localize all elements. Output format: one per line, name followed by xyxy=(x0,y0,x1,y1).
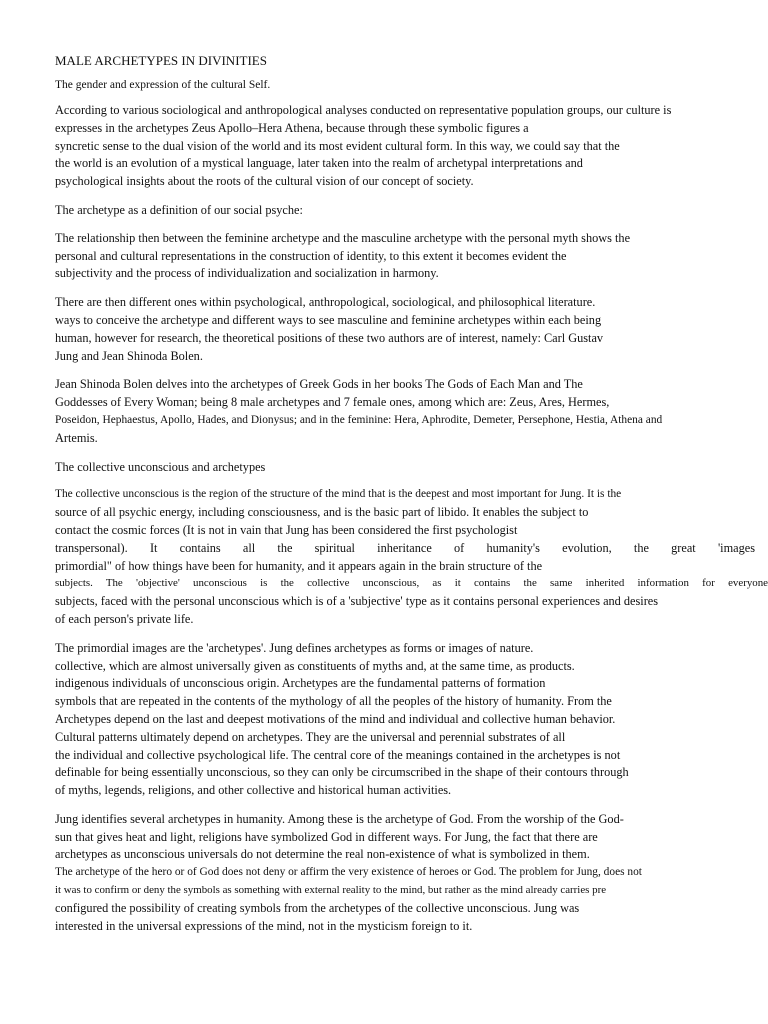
paragraph-line: Jung and Jean Shinoda Bolen. xyxy=(55,348,203,363)
paragraph-line: According to various sociological and anthropological analyses conducted on representative population groups, our culture is xyxy=(55,103,672,117)
paragraph-line: contact the cosmic forces (It is not in vain that Jung has been considered the first psychologist xyxy=(55,522,518,537)
paragraph-line: Goddesses of Every Woman; being 8 male archetypes and 7 female ones, among which are: Zeus, Ares, Hermes, xyxy=(55,395,610,410)
paragraph-line: psychological insights about the roots of the cultural vision of our concept of society. xyxy=(55,174,474,189)
paragraph-line: Jung identifies several archetypes in humanity. Among these is the archetype of God. From the worship of the God- xyxy=(55,811,624,826)
paragraph-line: it was to confirm or deny the symbols as something with external reality to the mind, but rather as the mind already carries pre xyxy=(55,884,607,897)
paragraph-line: The relationship then between the feminine archetype and the masculine archetype with the personal myth shows the xyxy=(55,230,631,245)
paragraph-line: There are then different ones within psychological, anthropological, sociological, and philosophical literature. xyxy=(55,295,596,310)
paragraph-line: source of all psychic energy, including consciousness, and is the basic part of libido. It enables the subject to xyxy=(55,505,589,520)
paragraph-line: interested in the universal expressions of the mind, not in the mysticism foreign to it. xyxy=(55,918,473,933)
paragraph-line: subjects, faced with the personal unconscious which is of a 'subjective' type as it contains personal experiences and desires xyxy=(55,594,659,609)
paragraph-line: Archetypes depend on the last and deepest motivations of the mind and individual and collective human behavior. xyxy=(55,711,616,726)
paragraph-line: subjectivity and the process of individualization and socialization in harmony. xyxy=(55,266,439,281)
paragraph-line: human, however for research, the theoretical positions of these two authors are of interest, namely: Carl Gustav xyxy=(55,330,604,345)
paragraph-1 xyxy=(55,102,768,191)
paragraph-line: sun that gives heat and light, religions have symbolized God in different ways. For Jung, the fact that there are xyxy=(55,829,598,844)
paragraph-line: indigenous individuals of unconscious origin. Archetypes are the fundamental patterns of formation xyxy=(55,676,546,691)
paragraph-line: symbols that are repeated in the contents of the mythology of all the peoples of the history of humanity. From the xyxy=(55,694,612,709)
paragraph-line: Cultural patterns ultimately depend on archetypes. They are the universal and perennial substrates of all xyxy=(55,729,566,744)
paragraph-line: the individual and collective psychological life. The central core of the meanings contained in the archetypes is not xyxy=(55,747,621,762)
paragraph-5 xyxy=(55,486,768,628)
document-title: MALE ARCHETYPES IN DIVINITIES xyxy=(55,53,267,68)
paragraph-line: Jean Shinoda Bolen delves into the archetypes of Greek Gods in her books The Gods of Each Man and The xyxy=(55,377,583,392)
paragraph-line: transpersonal). It contains all the spiritual inheritance of humanity's evolution, the great 'images xyxy=(55,540,755,555)
paragraph-line: personal and cultural representations in the construction of identity, to this extent it becomes evident the xyxy=(55,248,567,263)
paragraph-line: of myths, legends, religions, and other collective and historical human activities. xyxy=(55,783,452,798)
paragraph-7 xyxy=(55,811,768,936)
paragraph-line: Poseidon, Hephaestus, Apollo, Hades, and Dionysus; and in the feminine: Hera, Aphrodite, Demeter, Persephone, Hestia, Athena and xyxy=(55,413,663,426)
paragraph-line: configured the possibility of creating symbols from the archetypes of the collective unconscious. Jung was xyxy=(55,900,580,915)
paragraph-line: The archetype of the hero or of God does not deny or affirm the very existence of heroes or God. The problem for Jung, does not xyxy=(55,866,642,879)
paragraph-line: definable for being essentially unconscious, so they can only be circumscribed in the shape of their contours through xyxy=(55,765,629,780)
paragraph-6 xyxy=(55,640,768,800)
paragraph-line: The collective unconscious is the region of the structure of the mind that is the deepest and most important for Jung. It is the xyxy=(55,488,622,501)
paragraph-3 xyxy=(55,294,768,365)
section-heading-collective-unconscious: The collective unconscious and archetypes xyxy=(55,459,266,474)
paragraph-line: archetypes as unconscious universals do not determine the real non-existence of what is symbolized in them. xyxy=(55,847,590,862)
paragraph-line: primordial" of how things have been for humanity, and it appears again in the brain structure of the xyxy=(55,558,543,573)
paragraph-line: ways to conceive the archetype and different ways to see masculine and feminine archetypes within each being xyxy=(55,312,602,327)
paragraph-line: collective, which are almost universally given as constituents of myths and, at the same time, as products. xyxy=(55,658,575,673)
paragraph-line: expresses in the archetypes Zeus Apollo–Hera Athena, because through these symbolic figures a xyxy=(55,120,529,135)
document-subtitle: The gender and expression of the cultural Self. xyxy=(55,79,271,91)
paragraph-4 xyxy=(55,376,768,447)
paragraph-line: the world is an evolution of a mystical language, later taken into the realm of archetypal interpretations and xyxy=(55,156,583,171)
section-heading-archetype: The archetype as a definition of our social psyche: xyxy=(55,202,303,217)
paragraph-line: of each person's private life. xyxy=(55,611,194,626)
paragraph-2 xyxy=(55,230,768,283)
paragraph-line: syncretic sense to the dual vision of the world and its most evident cultural form. In this way, we could say that the xyxy=(55,138,620,153)
paragraph-line: The primordial images are the 'archetypes'. Jung defines archetypes as forms or images of nature. xyxy=(55,640,534,655)
paragraph-line: Artemis. xyxy=(55,430,98,445)
paragraph-line: subjects. The 'objective' unconscious is the collective unconscious, as it contains the same inherited information for everyone xyxy=(55,577,768,590)
